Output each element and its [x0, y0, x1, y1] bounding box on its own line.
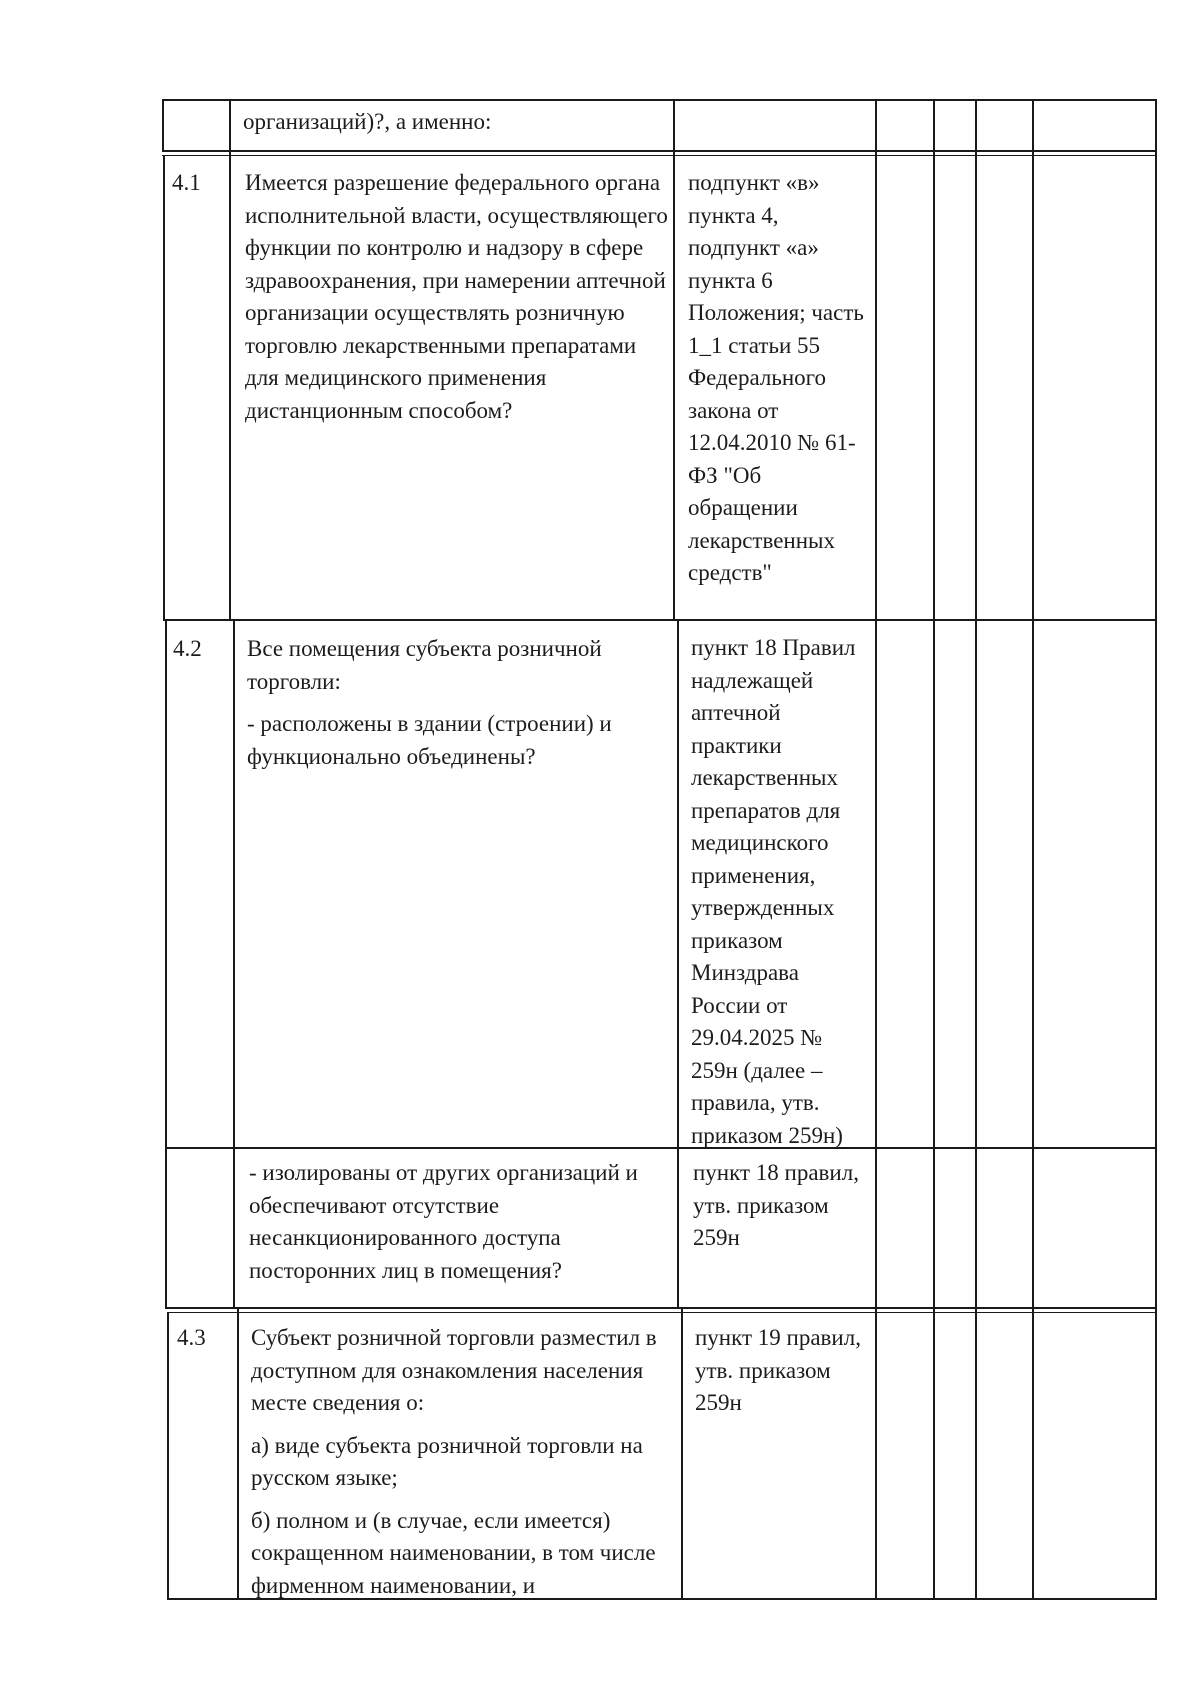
column-border [975, 99, 977, 1600]
column-border [681, 1307, 683, 1600]
question-text: - расположены в здании (строении) и функционально объединены? [247, 711, 612, 769]
column-border [162, 99, 164, 151]
reference-text: пункт 19 правил, утв. приказом 259н [695, 1325, 861, 1415]
question-text: а) виде субъекта розничной торговли на русском языке; [251, 1432, 643, 1490]
column-border [233, 619, 235, 1309]
reference-text: пункт 18 Правил надлежащей аптечной практики лекарственных препаратов для медицинского применения, утвержденных приказом Минздрава России от 29.04.2025 № 259н (далее – правила, утв. приказом 259н) [691, 635, 856, 1148]
reference-text: пункт 18 правил, утв. приказом 259н [693, 1160, 859, 1250]
question-cell [249, 1157, 674, 1287]
row-divider [162, 155, 1157, 156]
reference-cell [695, 1322, 873, 1420]
column-border [673, 99, 675, 620]
question-cell [251, 1322, 675, 1602]
reference-text: подпункт «в» пункта 4, подпункт «а» пункта 6 Положения; часть 1_1 статьи 55 Федерального закона от 12.04.2010 № 61-ФЗ "Об обращении лекарственных средств" [688, 170, 864, 585]
question-text: Все помещения субъекта розничной торговли: [247, 636, 602, 694]
question-text: организаций)?, а именно: [243, 109, 492, 134]
question-text: - изолированы от других организаций и обеспечивают отсутствие несанкционированного доступа посторонних лиц в помещения? [249, 1160, 638, 1283]
question-cell [247, 633, 672, 773]
column-border [229, 99, 231, 620]
column-border [1032, 99, 1034, 1600]
item-number: 4.2 [173, 636, 202, 661]
question-text: Субъект розничной торговли разместил в доступном для ознакомления населения месте сведения о: [251, 1325, 657, 1415]
table-top-border [162, 99, 1157, 101]
column-border [875, 99, 877, 1600]
question-text: Имеется разрешение федерального органа исполнительной власти, осуществляющего функции по контролю и надзору в сфере здравоохранения, при намерении аптечной организации осуществлять розничную торговлю лекарственными препаратами для медицинского применения дистанционным способом? [245, 170, 668, 423]
column-border [163, 155, 165, 620]
column-border [237, 1307, 239, 1600]
row-divider [162, 150, 1157, 152]
reference-cell [691, 632, 869, 1152]
item-number: 4.1 [172, 170, 201, 195]
reference-cell [688, 167, 872, 590]
column-border [933, 99, 935, 1600]
column-border [165, 619, 167, 1309]
question-cell [243, 106, 663, 139]
row-divider [167, 1312, 1157, 1313]
question-cell [245, 167, 670, 427]
column-border [167, 1312, 169, 1600]
reference-cell [693, 1157, 871, 1255]
table-right-border [1155, 99, 1157, 1600]
question-text: б) полном и (в случае, если имеется) сокращенном наименовании, в том числе фирменном наименовании, и [251, 1507, 656, 1598]
row-divider [163, 619, 1157, 621]
item-number: 4.3 [177, 1325, 206, 1350]
row-divider [165, 1147, 1157, 1149]
column-border [677, 619, 679, 1309]
row-divider [167, 1307, 1157, 1309]
